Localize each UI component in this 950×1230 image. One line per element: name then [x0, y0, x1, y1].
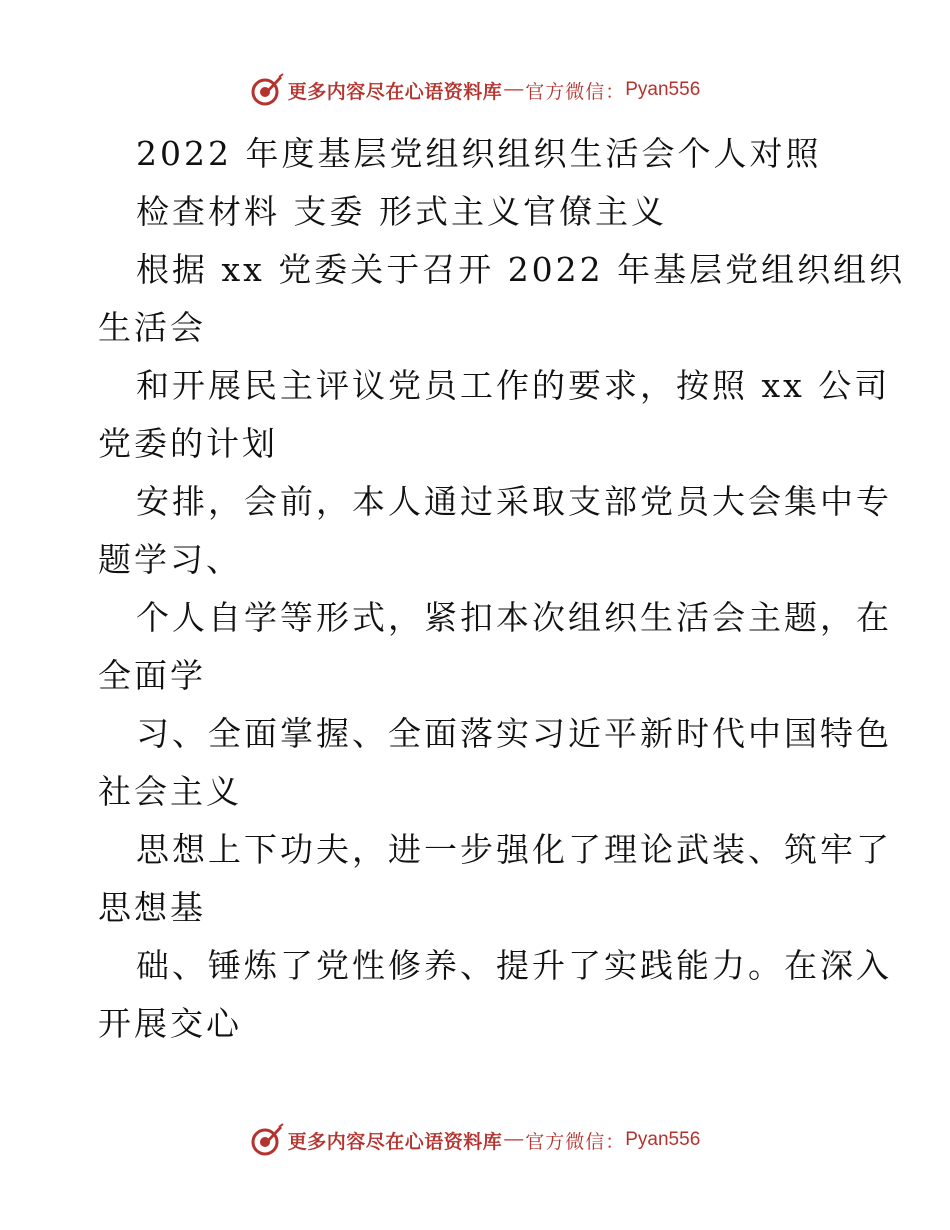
- text-line: 习、全面掌握、全面落实习近平新时代中国特色: [136, 714, 892, 753]
- watermark-dash: —: [504, 79, 524, 100]
- text-line: 全面学: [98, 656, 206, 695]
- text-line: 思想基: [98, 888, 206, 927]
- text-line: 思想上下功夫，进一步强化了理论武装、筑牢了: [136, 830, 892, 869]
- text-line: 础、锤炼了党性修养、提升了实践能力。在深入: [136, 946, 892, 985]
- text-line: 检查材料 支委 形式主义官僚主义: [136, 192, 667, 231]
- quill-pen-seal-icon: [250, 1123, 284, 1157]
- watermark-wechat-id: Pyan556: [625, 1129, 701, 1150]
- quill-pen-seal-icon: [250, 73, 284, 107]
- watermark-site-text: 更多内容尽在心语资料库: [287, 1130, 503, 1153]
- footer-watermark: [0, 1120, 950, 1160]
- text-line: 开展交心: [98, 1004, 242, 1043]
- text-line: 党委的计划: [98, 424, 278, 463]
- text-line: 安排，会前，本人通过采取支部党员大会集中专: [136, 482, 892, 521]
- text-line: 和开展民主评议党员工作的要求，按照 xx 公司: [136, 366, 891, 405]
- watermark-label: 官方微信：: [525, 80, 626, 103]
- text-line: 个人自学等形式，紧扣本次组织生活会主题，在: [136, 598, 892, 637]
- text-line: 生活会: [98, 308, 206, 347]
- watermark-label: 官方微信：: [525, 1130, 626, 1153]
- watermark-wechat-id: Pyan556: [625, 79, 701, 100]
- text-line: 2022 年度基层党组织组织生活会个人对照: [136, 134, 822, 173]
- document-body: [98, 125, 906, 1053]
- watermark-site-text: 更多内容尽在心语资料库: [287, 80, 503, 103]
- text-line: 题学习、: [98, 540, 242, 579]
- watermark-dash: —: [504, 1129, 524, 1150]
- header-watermark: [0, 70, 950, 110]
- text-line: 根据 xx 党委关于召开 2022 年基层党组织组织: [136, 250, 906, 289]
- text-line: 社会主义: [98, 772, 242, 811]
